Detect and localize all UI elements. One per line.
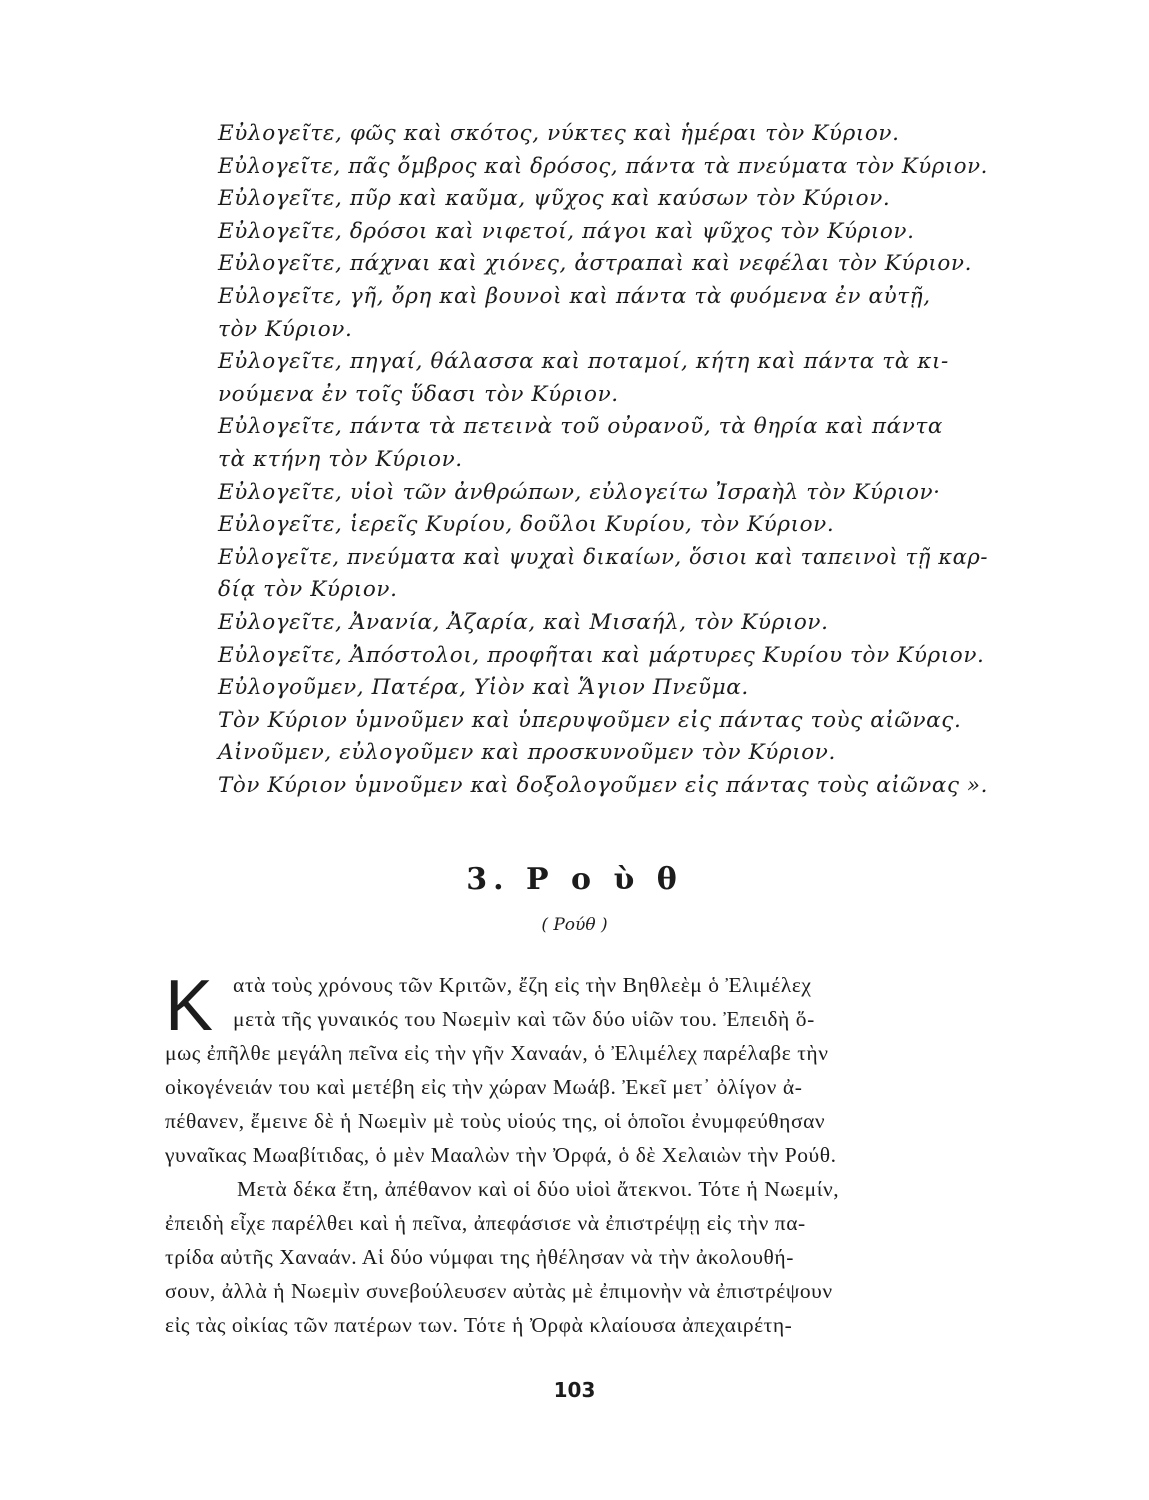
section-title: 3. Ρ ο ὺ θ xyxy=(466,862,683,897)
prose-line: τρίδα αὐτῆς Χαναάν. Αἱ δύο νύμφαι της ἠθέλησαν νὰ τὴν ἀκολουθή- xyxy=(165,1245,794,1269)
hymn-line: νούμενα ἐν τοῖς ὕδασι τὸν Κύριον. xyxy=(218,381,619,407)
hymn-line: Αἰνοῦμεν, εὐλογοῦμεν καὶ προσκυνοῦμεν τὸν Κύριον. xyxy=(218,740,836,766)
hymn-line: Τὸν Κύριον ὑμνοῦμεν καὶ ὑπερυψοῦμεν εἰς πάντας τοὺς αἰῶνας. xyxy=(218,707,962,733)
hymn-line: Εὐλογεῖτε, πάντα τὰ πετεινὰ τοῦ οὐρανοῦ, τὰ θηρία καὶ πάντα xyxy=(218,414,943,440)
hymn-line: Εὐλογεῖτε, Ἀνανία, Ἀζαρία, καὶ Μισαήλ, τὸν Κύριον. xyxy=(218,609,829,635)
hymn-line: Εὐλογεῖτε, πηγαί, θάλασσα καὶ ποταμοί, κήτη καὶ πάντα τὰ κι- xyxy=(218,349,949,375)
hymn-line: Τὸν Κύριον ὑμνοῦμεν καὶ δοξολογοῦμεν εἰς πάντας τοὺς αἰῶνας ». xyxy=(218,772,989,798)
prose-line: σουν, ἀλλὰ ἡ Νωεμὶν συνεβούλευσεν αὐτὰς μὲ ἐπιμονὴν νὰ ἐπιστρέψουν xyxy=(165,1279,833,1303)
hymn-line: Εὐλογεῖτε, πάχναι καὶ χιόνες, ἀστραπαὶ καὶ νεφέλαι τὸν Κύριον. xyxy=(218,251,973,277)
hymn-line: Εὐλογεῖτε, Ἀπόστολοι, προφῆται καὶ μάρτυρες Κυρίου τὸν Κύριον. xyxy=(218,642,985,668)
hymn-line: Εὐλογεῖτε, υἱοὶ τῶν ἀνθρώπων, εὐλογείτω Ἰσραὴλ τὸν Κύριον· xyxy=(218,479,941,505)
hymn-line: Εὐλογεῖτε, ἱερεῖς Κυρίου, δοῦλοι Κυρίου, τὸν Κύριον. xyxy=(218,512,835,538)
hymn-line: τὸν Κύριον. xyxy=(218,316,353,342)
hymn-line: Εὐλογοῦμεν, Πατέρα, Υἱὸν καὶ Ἅγιον Πνεῦμα. xyxy=(218,675,749,701)
hymn-line: Εὐλογεῖτε, πᾶς ὄμβρος καὶ δρόσος, πάντα τὰ πνεύματα τὸν Κύριον. xyxy=(218,153,989,179)
prose-line: οἰκογένειάν του καὶ μετέβη εἰς τὴν χώραν Μωάβ. Ἐκεῖ μετ᾿ ὀλίγον ἀ- xyxy=(165,1075,803,1099)
hymn-line: τὰ κτήνη τὸν Κύριον. xyxy=(218,446,463,472)
hymn-line: Εὐλογεῖτε, φῶς καὶ σκότος, νύκτες καὶ ἡμέραι τὸν Κύριον. xyxy=(218,121,900,146)
hymn-line: Εὐλογεῖτε, γῆ, ὄρη καὶ βουνοὶ καὶ πάντα τὰ φυόμενα ἐν αὐτῇ, xyxy=(218,283,931,309)
prose-line: ατὰ τοὺς χρόνους τῶν Κριτῶν, ἔζη εἰς τὴν Βηθλεὲμ ὁ Ἐλιμέλεχ xyxy=(233,973,812,997)
hymn-line: Εὐλογεῖτε, δρόσοι καὶ νιφετοί, πάγοι καὶ ψῦχος τὸν Κύριον. xyxy=(218,218,915,244)
prose-line: Μετὰ δέκα ἔτη, ἀπέθανον καὶ οἱ δύο υἱοὶ ἄτεκνοι. Τότε ἡ Νωεμίν, xyxy=(237,1177,840,1201)
prose-line: μετὰ τῆς γυναικός του Νωεμὶν καὶ τῶν δύο υἱῶν του. Ἐπειδὴ ὅ- xyxy=(233,1007,815,1031)
prose-line: μως ἐπῆλθε μεγάλη πεῖνα εἰς τὴν γῆν Χαναάν, ὁ Ἐλιμέλεχ παρέλαβε τὴν xyxy=(165,1041,829,1065)
hymn-line: Εὐλογεῖτε, πῦρ καὶ καῦμα, ψῦχος καὶ καύσων τὸν Κύριον. xyxy=(218,186,891,212)
prose-line: γυναῖκας Μωαβίτιδας, ὁ μὲν Μααλὼν τὴν Ὀρφά, ὁ δὲ Χελαιὼν τὴν Ρούθ. xyxy=(165,1143,837,1167)
hymn-verses xyxy=(218,118,988,802)
page-number: 103 xyxy=(553,1378,596,1402)
section-subtitle: ( Ρούθ ) xyxy=(541,915,608,935)
hymn-line: Εὐλογεῖτε, πνεύματα καὶ ψυχαὶ δικαίων, ὅσιοι καὶ ταπεινοὶ τῇ καρ- xyxy=(218,544,989,570)
prose-line: πέθανεν, ἔμεινε δὲ ἡ Νωεμὶν μὲ τοὺς υἱούς της, οἱ ὁποῖοι ἐνυμφεύθησαν xyxy=(165,1109,826,1133)
hymn-line: δίᾳ τὸν Κύριον. xyxy=(218,577,398,603)
drop-cap: Κ xyxy=(165,966,214,1046)
prose-line: ἐπειδὴ εἶχε παρέλθει καὶ ἡ πεῖνα, ἀπεφάσισε νὰ ἐπιστρέψῃ εἰς τὴν πα- xyxy=(165,1211,806,1235)
prose-body xyxy=(165,968,995,1342)
prose-line: εἰς τὰς οἰκίας τῶν πατέρων των. Τότε ἡ Ὀρφὰ κλαίουσα ἀπεχαιρέτη- xyxy=(165,1313,793,1337)
